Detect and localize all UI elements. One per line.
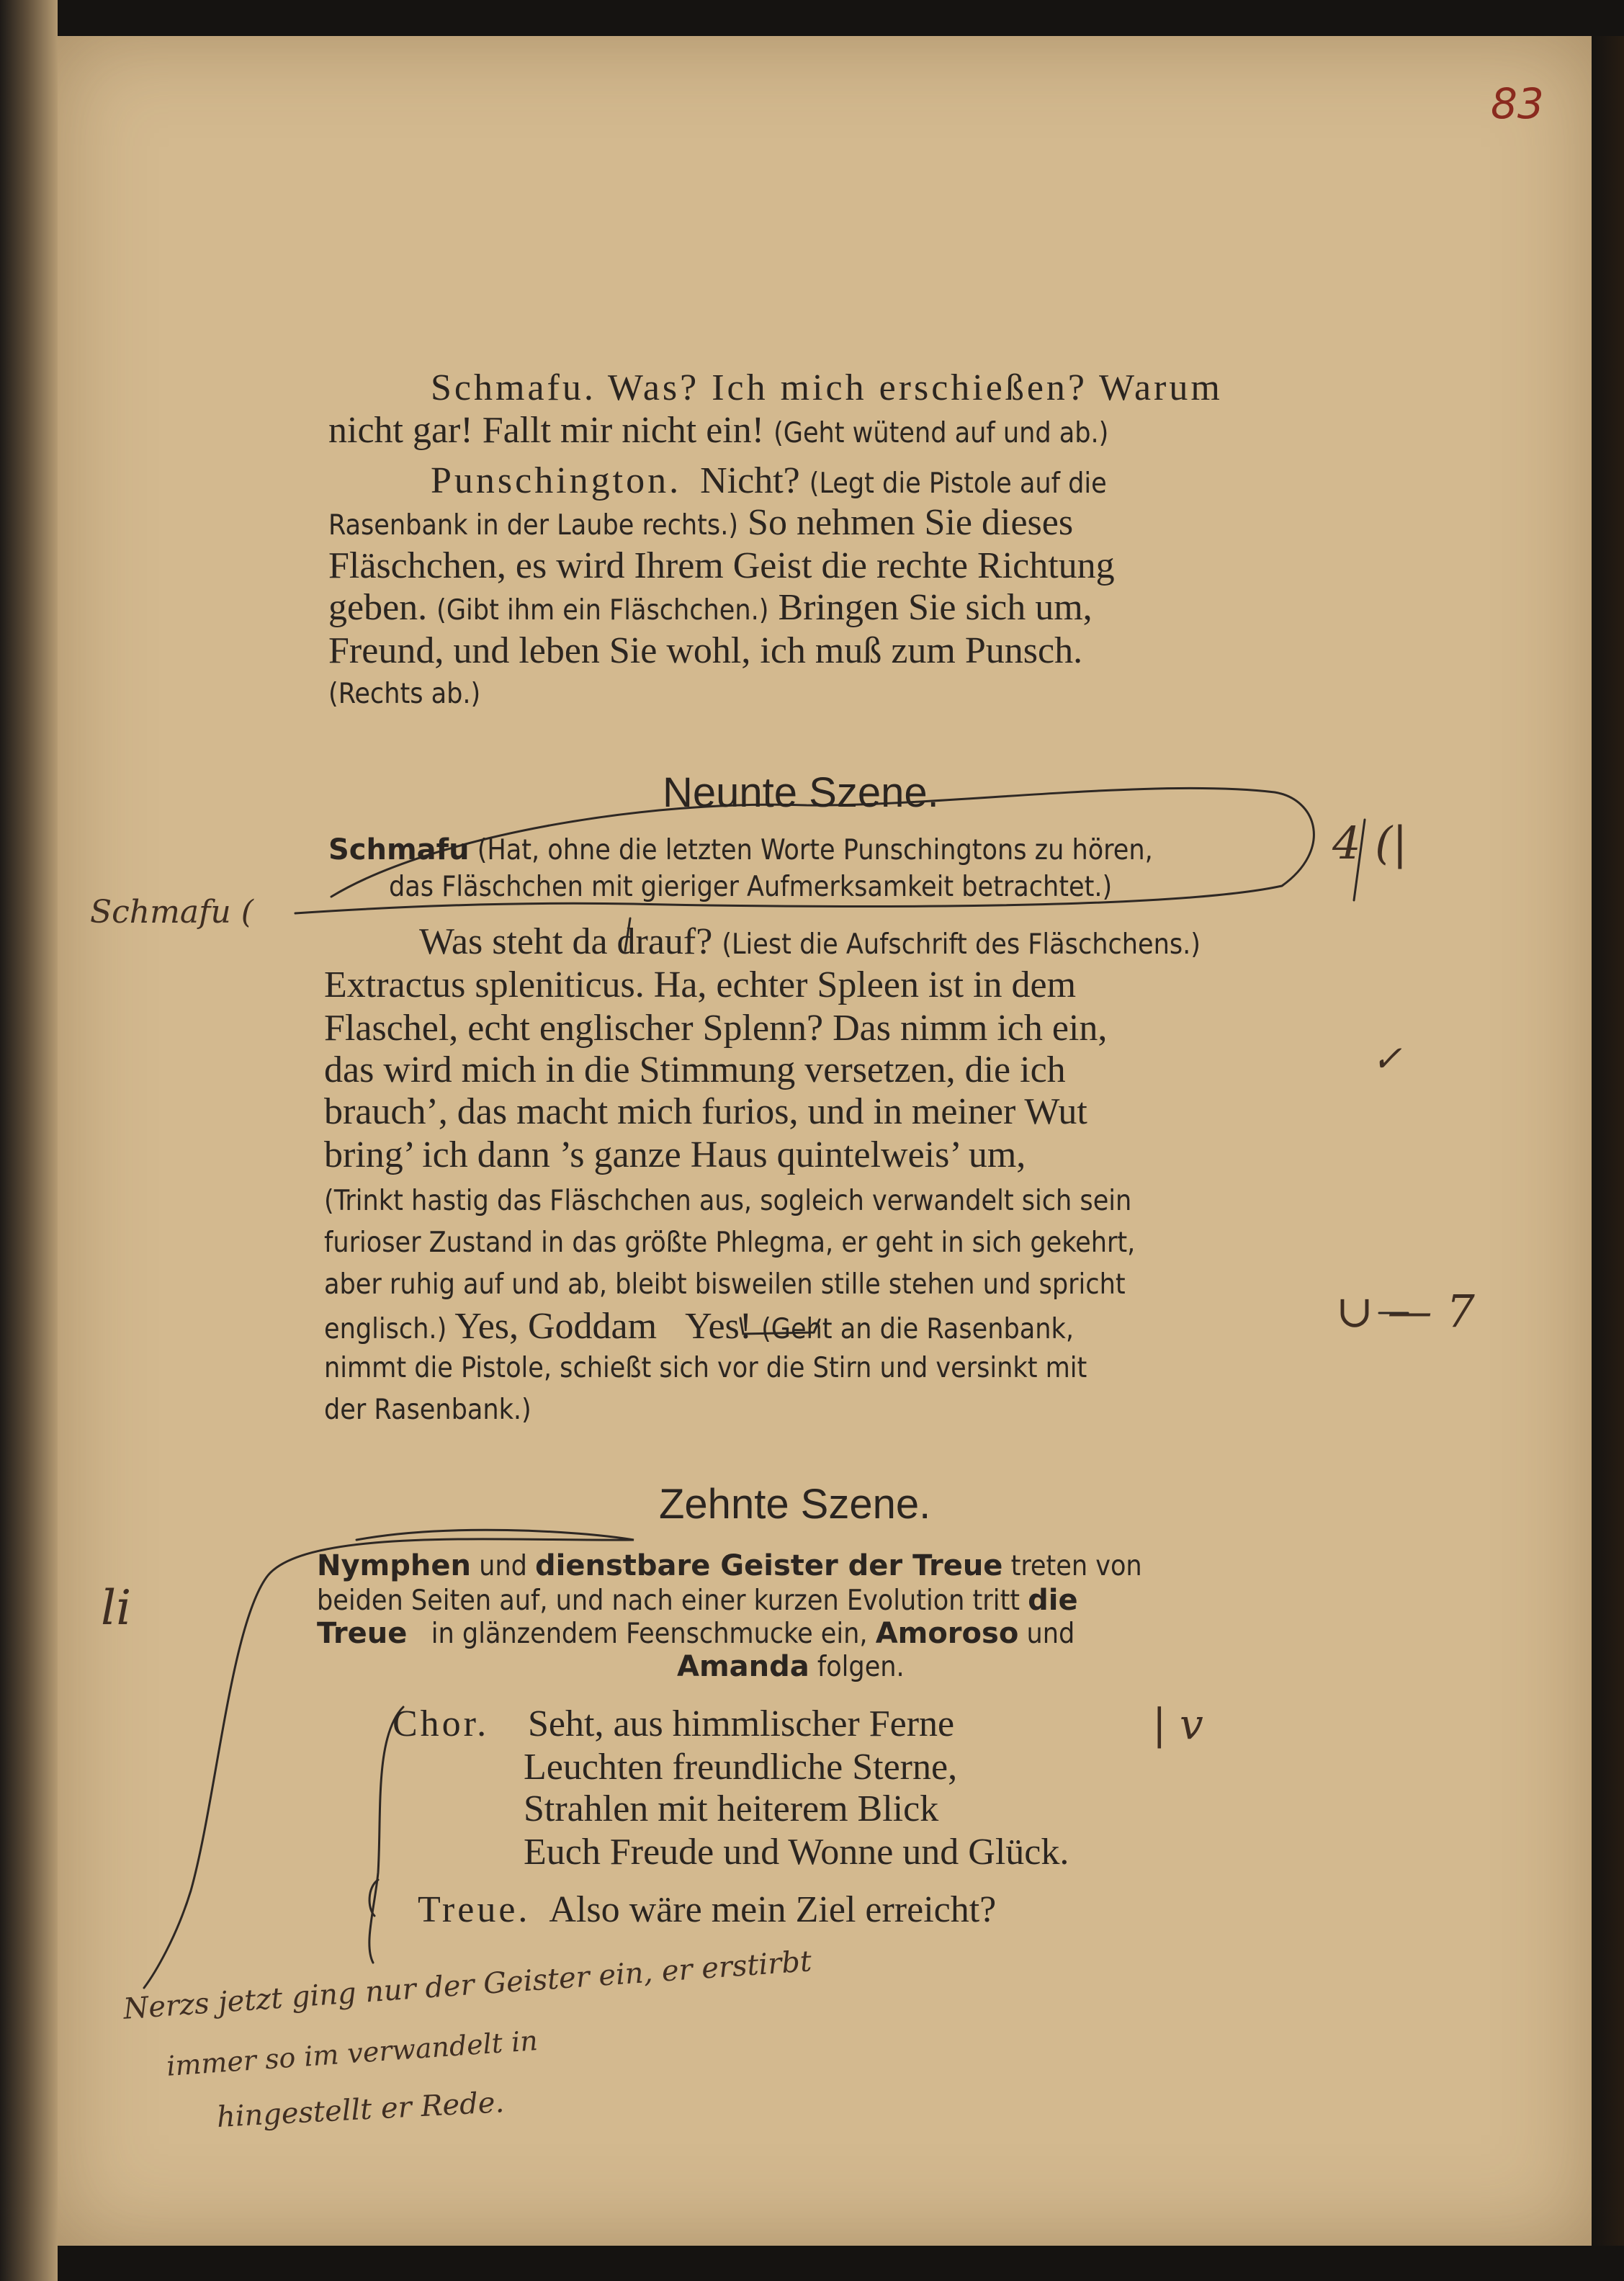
text-line: das Fläschchen mit gieriger Aufmerksamkeit betrachtet.) bbox=[389, 871, 1113, 903]
text-line: Treue in glänzendem Feenschmucke ein, Amoroso und bbox=[317, 1617, 1075, 1650]
text-line: nicht gar! Fallt mir nicht ein! (Geht wütend auf und ab.) bbox=[328, 410, 1109, 451]
text-line: geben. (Gibt ihm ein Fläschchen.) Bringen Sie sich um, bbox=[328, 587, 1093, 628]
text-line: das wird mich in die Stimmung versetzen, die ich bbox=[324, 1049, 1066, 1090]
verse-line: Seht, aus himmlischer Ferne bbox=[528, 1703, 955, 1744]
text-line: brauch’, das macht mich furios, und in meiner Wut bbox=[324, 1091, 1087, 1132]
text-line: Schmafu. Was? Ich mich erschießen? Warum bbox=[431, 367, 1223, 408]
text-line: Treue. Also wäre mein Ziel erreicht? bbox=[418, 1889, 997, 1930]
text-line: Freund, und leben Sie wohl, ich muß zum Punsch. bbox=[328, 630, 1083, 671]
text-line: Schmafu (Hat, ohne die letzten Worte Punschingtons zu hören, bbox=[328, 833, 1153, 866]
text-line: (Rechts ab.) bbox=[328, 678, 481, 710]
handwritten-note-chorus: | v bbox=[1152, 1700, 1203, 1749]
text-line: Extractus spleniticus. Ha, echter Spleen ist in dem bbox=[324, 964, 1077, 1005]
text-line: Nymphen und dienstbare Geister der Treue treten von bbox=[317, 1549, 1142, 1582]
text-line: furioser Zustand in das größte Phlegma, er geht in sich gekehrt, bbox=[324, 1227, 1136, 1259]
text-line: Was steht da drauf? (Liest die Aufschrift des Fläschchens.) bbox=[419, 921, 1201, 962]
handwritten-note-middle-right: ✓ bbox=[1372, 1038, 1402, 1080]
chorus-brace-stroke bbox=[369, 1707, 403, 1963]
text-line: der Rasenbank.) bbox=[324, 1394, 531, 1426]
scene-heading-9: Neunte Szene. bbox=[663, 769, 939, 816]
handwritten-note-bottom-1: Nerzs jetzt ging nur der Geister ein, er erstirbt bbox=[122, 1945, 813, 2026]
verse-line: Strahlen mit heiterem Blick bbox=[524, 1788, 939, 1829]
text-line: beiden Seiten auf, und nach einer kurzen Evolution tritt die bbox=[317, 1584, 1078, 1617]
text-line: Fläschchen, es wird Ihrem Geist die rechte Richtung bbox=[328, 545, 1115, 586]
verse-line: Leuchten freundliche Sterne, bbox=[524, 1747, 958, 1788]
text-line: Rasenbank in der Laube rechts.) So nehmen Sie dieses bbox=[328, 502, 1074, 543]
scene-heading-10: Zehnte Szene. bbox=[659, 1481, 931, 1528]
handwritten-note-bottom-2: immer so im verwandelt in bbox=[165, 2024, 539, 2082]
verse-line: Euch Freude und Wonne und Glück. bbox=[524, 1832, 1069, 1873]
text-line: englisch.) Yes, Goddam Yes! (Geht an die Rasenbank, bbox=[324, 1306, 1074, 1347]
text-line: nimmt die Pistole, schießt sich vor die Stirn und versinkt mit bbox=[324, 1352, 1087, 1384]
chorus-speaker: Chor. bbox=[392, 1703, 490, 1744]
text-line: (Trinkt hastig das Fläschchen aus, sogleich verwandelt sich sein bbox=[324, 1185, 1132, 1217]
handwritten-note-left: Schmafu ( bbox=[90, 894, 254, 931]
text-line: Amanda folgen. bbox=[677, 1650, 905, 1683]
text-line: Punschington. Nicht? (Legt die Pistole auf die bbox=[431, 460, 1107, 501]
page-number: 83 bbox=[1491, 79, 1544, 128]
handwritten-note-top-right: 4 (| bbox=[1332, 817, 1408, 869]
handwritten-note-bottom-3: hingestellt er Rede. bbox=[215, 2086, 506, 2134]
text-line: Flaschel, echt englischer Splenn? Das nimm ich ein, bbox=[324, 1008, 1108, 1049]
handwritten-note-left-lower: li bbox=[101, 1580, 132, 1636]
text-line: aber ruhig auf und ab, bleibt bisweilen stille stehen und spricht bbox=[324, 1268, 1126, 1301]
text-line: bring’ ich dann ’s ganze Haus quintelweis’ um, bbox=[324, 1134, 1026, 1175]
handwritten-note-lower-right: ∪ — 7 bbox=[1336, 1285, 1475, 1337]
